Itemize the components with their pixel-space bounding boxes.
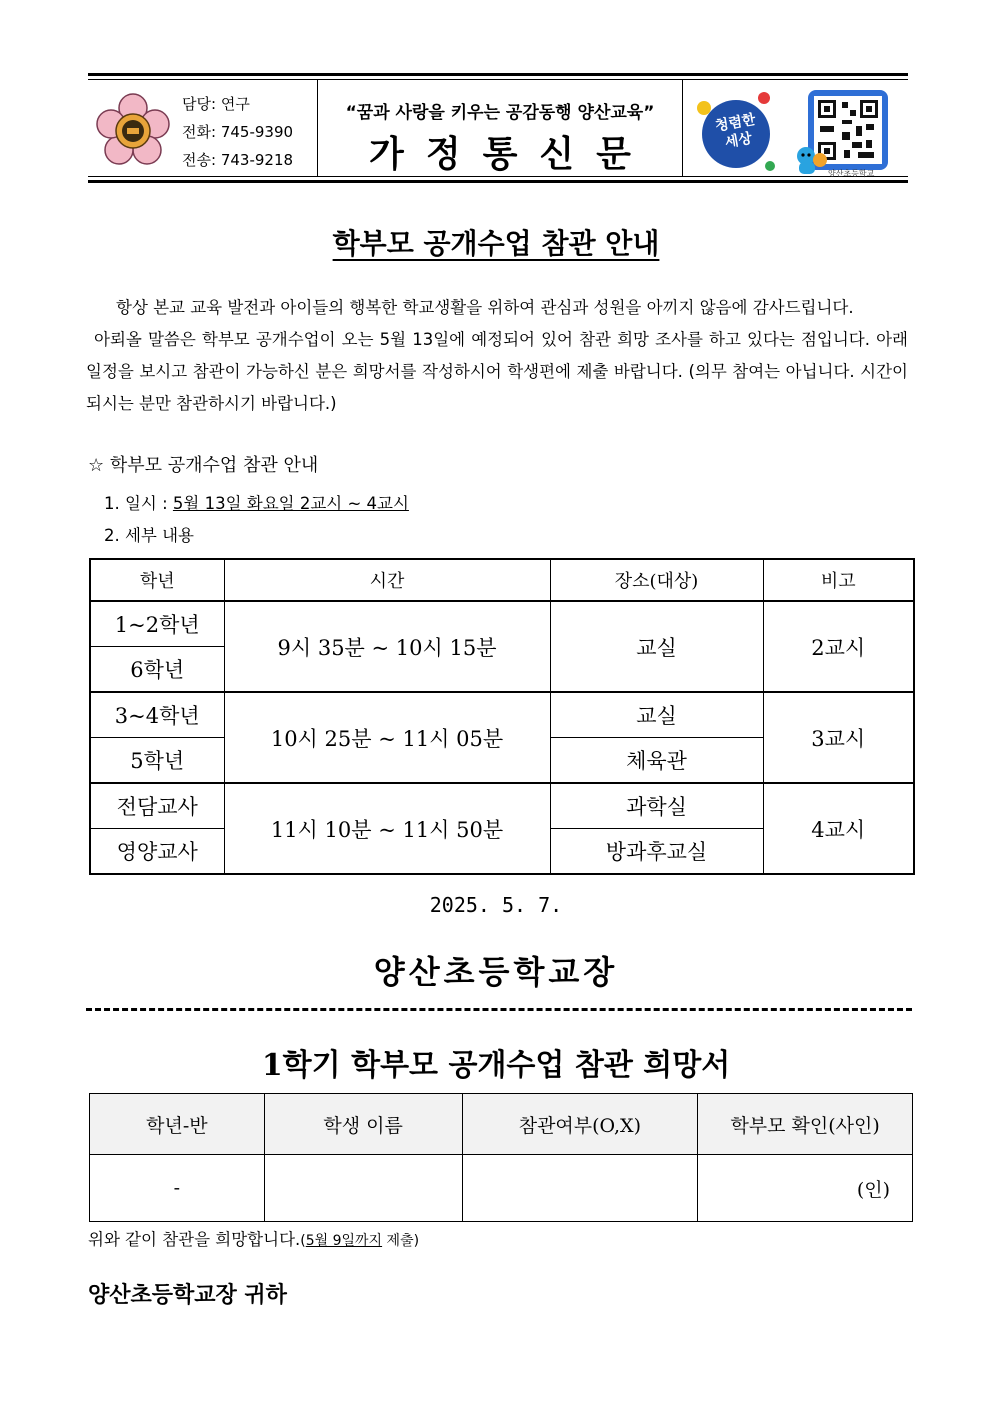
- form-header-student: 학생 이름: [264, 1094, 462, 1155]
- issue-date: 2025. 5. 7.: [429, 893, 563, 917]
- application-form-table: [89, 1093, 913, 1222]
- place-cell: 과학실: [550, 783, 763, 829]
- cut-line: [86, 1008, 912, 1011]
- deadline: 5월 9일까지: [305, 1233, 383, 1249]
- integrity-badge: [694, 88, 776, 176]
- principal-signature: 양산초등학교장: [373, 953, 619, 991]
- note-cell: 3교시: [763, 692, 914, 783]
- grade-cell: 6학년: [90, 647, 224, 693]
- closing-addressee: 양산초등학교장 귀하: [88, 1283, 287, 1308]
- contact-fax: 전송: 743-9218: [182, 151, 294, 169]
- form-title: 1학기 학부모 공개수업 참관 희망서: [261, 1048, 731, 1083]
- mascot-icon: [792, 144, 828, 176]
- table-header-row: [90, 559, 914, 601]
- grade-cell: 5학년: [90, 738, 224, 784]
- details-label: 2. 세부 내용: [104, 526, 194, 545]
- table-row: [90, 601, 914, 647]
- header-place: 장소(대상): [550, 559, 763, 601]
- contact-phone: 전화: 745-9390: [182, 123, 294, 141]
- note-cell: 4교시: [763, 783, 914, 874]
- grade-cell: 1~2학년: [90, 601, 224, 647]
- form-header-row: [90, 1094, 913, 1155]
- contact-person: 담당: 연구: [182, 95, 250, 113]
- form-header-attend: 참관여부(O,X): [462, 1094, 698, 1155]
- contact-info: [182, 90, 293, 174]
- date-label: 1. 일시 :: [104, 494, 168, 513]
- note-cell: 2교시: [763, 601, 914, 692]
- table-row: [90, 692, 914, 738]
- form-header-sign: 학부모 확인(사인): [698, 1094, 913, 1155]
- class-field[interactable]: -: [90, 1155, 265, 1222]
- grade-cell: 전담교사: [90, 783, 224, 829]
- student-name-field[interactable]: [264, 1155, 462, 1222]
- notice-paragraph-2: 아뢰올 말씀은 학부모 공개수업이 오는 5월 13일에 예정되어 있어 참관 희망 조사를 하고 있다는 점입니다. 아래 일정을 보시고 참관이 가능하신 분은 희망서를 작성하시어 학생편에 제출 바랍니다. (의무 참여는 아닙니다. 시간이 되시는 분만 참관하시기 바랍니다.): [86, 330, 908, 413]
- notice-paragraph-1: 항상 본교 교육 발전과 아이들의 행복한 학교생활을 위하여 관심과 성원을 아끼지 않음에 감사드립니다.: [116, 298, 854, 317]
- header-grade: 학년: [90, 559, 224, 601]
- header-time: 시간: [224, 559, 550, 601]
- time-cell: 11시 10분 ~ 11시 50분: [224, 783, 550, 874]
- section-heading: ☆ 학부모 공개수업 참관 안내: [88, 455, 319, 476]
- attendance-field[interactable]: [462, 1155, 698, 1222]
- letterhead: [88, 73, 908, 183]
- grade-cell: 3~4학년: [90, 692, 224, 738]
- place-cell: 교실: [550, 692, 763, 738]
- place-cell: 교실: [550, 601, 763, 692]
- time-cell: 9시 35분 ~ 10시 15분: [224, 601, 550, 692]
- time-cell: 10시 25분 ~ 11시 05분: [224, 692, 550, 783]
- newsletter-title: 가정통신문: [369, 134, 653, 175]
- header-note: 비고: [763, 559, 914, 601]
- form-note: 위와 같이 참관을 희망합니다.(5월 9일까지 제출): [88, 1230, 420, 1249]
- notice-title: 학부모 공개수업 참관 안내: [332, 227, 660, 260]
- parent-signature-field[interactable]: (인): [698, 1155, 913, 1222]
- slogan: “꿈과 사랑을 키우는 공감동행 양산교육”: [345, 103, 655, 123]
- schedule-date-line: [104, 490, 409, 514]
- grade-cell: 영양교사: [90, 829, 224, 875]
- place-cell: 체육관: [550, 738, 763, 784]
- form-header-class: 학년-반: [90, 1094, 265, 1155]
- place-cell: 방과후교실: [550, 829, 763, 875]
- table-row: [90, 783, 914, 829]
- school-emblem-icon: [94, 92, 172, 170]
- form-input-row: [90, 1155, 913, 1222]
- schedule-table: [89, 558, 915, 875]
- qr-caption: 양산초등학교: [828, 169, 875, 178]
- integrity-text: 청렴한 세상: [714, 111, 757, 152]
- date-value: 5월 13일 화요일 2교시 ~ 4교시: [172, 494, 409, 513]
